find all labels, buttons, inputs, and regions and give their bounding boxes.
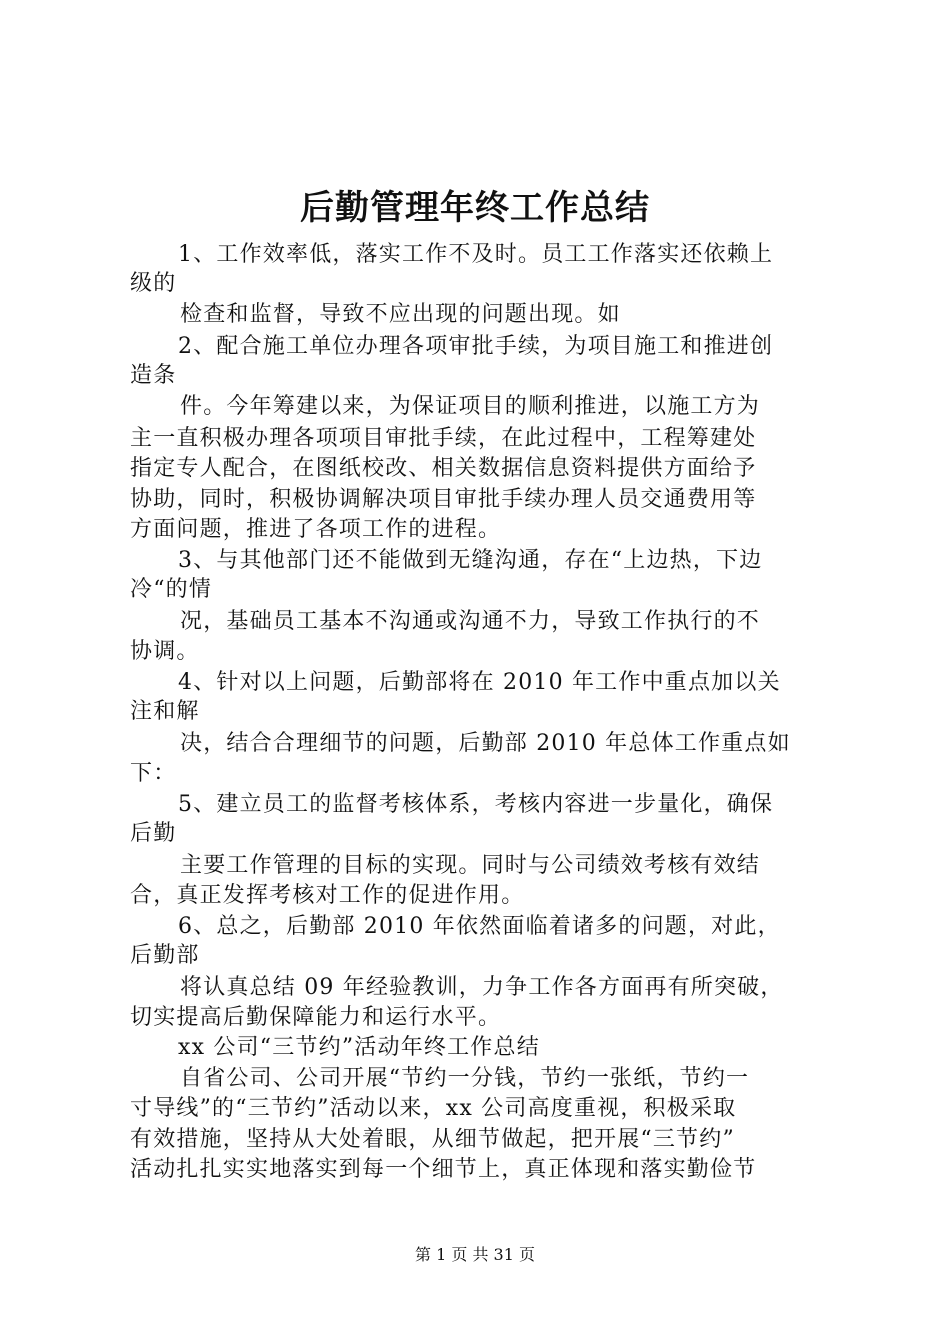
- text-line: 级的: [130, 271, 177, 296]
- text-line: 6、总之，后勤部 2010 年依然面临着诸多的问题，对此，: [178, 914, 781, 939]
- text-line: 件。今年筹建以来，为保证项目的顺利推进，以施工方为: [180, 394, 761, 419]
- text-line: 1、工作效率低，落实工作不及时。员工工作落实还依赖上: [178, 242, 774, 267]
- text-line: 造条: [130, 363, 177, 388]
- text-line: 况，基础员工基本不沟通或沟通不力，导致工作执行的不: [180, 609, 761, 634]
- text-line: 3、与其他部门还不能做到无缝沟通，存在“上边热，下边: [178, 548, 763, 573]
- text-line: 有效措施，坚持从大处着眼，从细节做起，把开展“三节约”: [130, 1127, 735, 1152]
- text-line: 主一直积极办理各项项目审批手续，在此过程中，工程筹建处: [130, 426, 757, 451]
- text-line: 寸导线”的“三节约”活动以来，xx 公司高度重视，积极采取: [130, 1096, 737, 1121]
- text-line: 决，结合合理细节的问题，后勤部 2010 年总体工作重点如: [180, 731, 791, 756]
- text-line: xx 公司“三节约”活动年终工作总结: [178, 1035, 540, 1060]
- text-line: 协助，同时，积极协调解决项目审批手续办理人员交通费用等: [130, 487, 757, 512]
- text-line: 方面问题，推进了各项工作的进程。: [130, 517, 502, 542]
- text-line: 4、针对以上问题，后勤部将在 2010 年工作中重点加以关: [178, 670, 781, 695]
- text-line: 协调。: [130, 639, 200, 664]
- text-line: 后勤部: [130, 943, 200, 968]
- text-line: 下：: [130, 761, 177, 786]
- text-line: 活动扎扎实实地落实到每一个细节上，真正体现和落实勤俭节: [130, 1157, 757, 1182]
- text-line: 合，真正发挥考核对工作的促进作用。: [130, 883, 525, 908]
- text-line: 冷“的情: [130, 577, 213, 602]
- text-line: 2、配合施工单位办理各项审批手续，为项目施工和推进创: [178, 334, 774, 359]
- document-title: 后勤管理年终工作总结: [300, 188, 650, 228]
- text-line: 指定专人配合，在图纸校改、相关数据信息资料提供方面给予: [130, 456, 757, 481]
- page-footer: 第 1 页 共 31 页: [415, 1245, 535, 1264]
- text-line: 5、建立员工的监督考核体系，考核内容进一步量化，确保: [178, 792, 774, 817]
- text-line: 主要工作管理的目标的实现。同时与公司绩效考核有效结: [180, 853, 761, 878]
- text-line: 后勤: [130, 821, 177, 846]
- text-line: 自省公司、公司开展“节约一分钱，节约一张纸，节约一: [180, 1066, 750, 1091]
- text-line: 检查和监督，导致不应出现的问题出现。如: [180, 302, 621, 327]
- text-line: 切实提高后勤保障能力和运行水平。: [130, 1005, 502, 1030]
- text-line: 注和解: [130, 699, 200, 724]
- text-line: 将认真总结 09 年经验教训，力争工作各方面再有所突破，: [180, 975, 784, 1000]
